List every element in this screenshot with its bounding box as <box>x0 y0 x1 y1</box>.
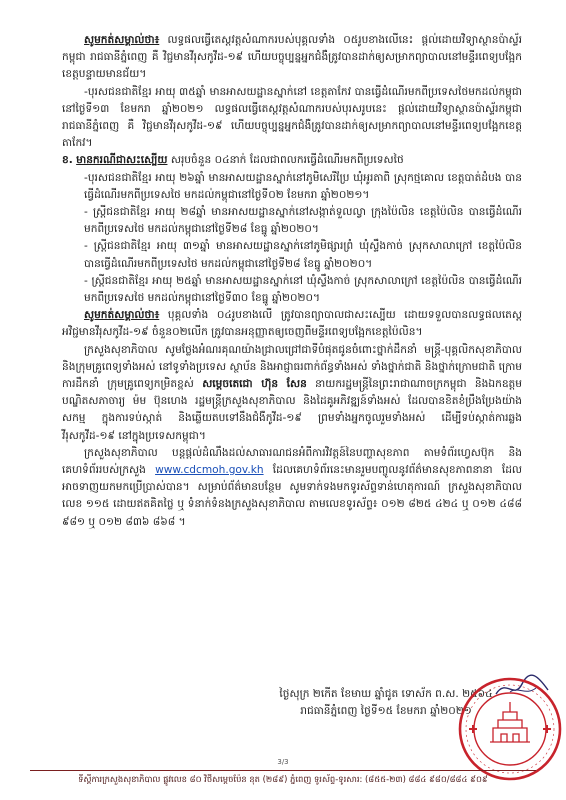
contact-paragraph <box>62 445 522 531</box>
lunar-date: ថ្ងៃសុក្រ ២កើត ខែមាឃ ឆ្នាំជូត ទោស័ក ព.ស. ២៥៦៤ <box>279 688 493 700</box>
note-text-2: បុគ្គលទាំង ០៤រូបខាងលើ ត្រូវបានព្យាបាលជាសះស្បើយ ដោយទទួលបានលទ្ធផលតេស្ត អវិជ្ជមានវីរុសកូវីដ-១៩ ចំនួន០២លើក ត្រូវបានអនុញ្ញាតឲ្យចេញពីមន្ទីរពេទ្យបង្អែកខេត្តប៉ៃលិន។ <box>62 309 522 339</box>
section-title: មានករណីជាសះស្បើយ <box>76 154 168 167</box>
section-rest: សរុបចំនួន ០៤នាក់ ដែលជាពលករធ្វើដំណើរមកពីប្រទេសថៃ <box>167 154 404 167</box>
recovered-case-4: - ស្ត្រីជនជាតិខ្មែរ អាយុ ២៥ឆ្នាំ មានអាសយដ្ឋានស្នាក់នៅ ឃុំស្ទឹងកាច់ ស្រុកសាលាក្រៅ ខេត្តប៉ៃលិន បានធ្វើដំណើរមកពីប្រទេសថៃ មកដល់កម្ពុជានៅថ្ងៃទី៣០ ខែធ្នូ ឆ្នាំ២០២០។ <box>84 274 522 305</box>
solar-date: រាជធានីភ្នំពេញ ថ្ងៃទី១៥ ខែមករា ឆ្នាំ២០២១ <box>300 705 472 717</box>
section-number: ខ. <box>62 154 73 167</box>
document-body <box>62 32 522 531</box>
note-paragraph-2 <box>62 307 522 341</box>
note-lead-1: សូមកត់សម្គាល់ថា៖ <box>84 34 160 46</box>
thanks-text-2: នាយករដ្ឋមន្ត្រីនៃព្រះរាជាណាចក្រកម្ពុជា និងឯកឧត្តមបណ្ឌិតសភាចារ្យ ម៉ម ប៊ុនហេង រដ្ឋមន្ត្រីក្រសួងសុខាភិបាល និងដៃគូអភិវឌ្ឍន៍ទាំងអស់ ដែលបានខិតខំប្រឹងប្រែងយ៉ាងសកម្ម ក្នុងការទប់ស្កាត់ និងឆ្លើយតបទៅនឹងជំងឺកូវីដ-១៩ ព្រមទាំងអ្នកចូលរួមទាំងអស់ ដើម្បីទប់ស្កាត់ការឆ្លងវីរុសកូវីដ-១៩ នៅក្នុងប្រទេសកម្ពុជា។ <box>62 378 522 442</box>
thanks-bold-name: សម្តេចតេជោ ហ៊ុន សែន <box>202 378 307 391</box>
footer-address: ទីស្តីការក្រសួងសុខាភិបាល ផ្លូវលេខ ៨០ វិថីសម្តេចប៉ែន នុត (២៨៩) ភ្នំពេញ ទូរស័ព្ទ-ទូរសារ: (៨៥៥-២៣) ៨៨៤ ៩៨០/៨៨៤ ៩០៩ <box>78 774 488 784</box>
case-paragraph: -បុរសជនជាតិខ្មែរ អាយុ ៣៥ឆ្នាំ មានអាសយដ្ឋានស្នាក់នៅ ខេត្តតាកែវ បានធ្វើដំណើរមកពីប្រទេសថៃមកដល់កម្ពុជានៅថ្ងៃទី១៣ ខែមករា ឆ្នាំ២០២១ លទ្ធផលធ្វើតេស្តវត្តសំណាករបស់បុរសរូបនេះ ផ្តល់ដោយវិទ្យាស្ថានប៉ាស្ទ័រកម្ពុជា រាជធានីភ្នំពេញ គឺ វិជ្ជមានវីរុសកូវីដ-១៩ ហើយបច្ចុប្បន្នអ្នកជំងឺត្រូវបានដាក់ឲ្យសម្រាកព្យាបាលនៅមន្ទីរពេទ្យបង្អែកខេត្តតាកែវ។ <box>62 85 522 150</box>
note-lead-2: សូមកត់សម្គាល់ថា៖ <box>84 309 160 322</box>
recovered-case-3: - ស្ត្រីជនជាតិខ្មែរ អាយុ ៣១ឆ្នាំ មានអាសយដ្ឋានស្នាក់នៅភូមិផ្សារព្រំ ឃុំស្ទឹងកាច់ ស្រុកសាលាក្រៅ ខេត្តប៉ៃលិន បានធ្វើដំណើរមកពីប្រទេសថៃ មកដល់កម្ពុជានៅថ្ងៃទី២៨ ខែធ្នូ ឆ្នាំ២០២០។ <box>84 240 522 270</box>
recovered-case-1: -បុរសជនជាតិខ្មែរ អាយុ ២៦ឆ្នាំ មានអាសយដ្ឋានស្នាក់នៅភូមិសេរីប្រែ ឃុំអូរតាពិ ស្រុកថ្មគោល ខេត្តបាត់ដំបង បានធ្វើដំណើរមកពីប្រទេសថៃ មកដល់កម្ពុជានៅថ្ងៃទី០២ ខែមករា ឆ្នាំ២០២១។ <box>84 171 522 201</box>
thanks-text-1: ក្រសួងសុខាភិបាល សូមថ្លែងអំណរគុណយ៉ាងជ្រាលជ្រៅជាទីបំផុតជូនចំពោះថ្នាក់ដឹកនាំ មន្ត្រី-បុគ្គលិកសុខាភិបាល និងក្រុមគ្រូពេទ្យទាំងអស់ នៅទូទាំងប្រទេស ស្ថាប័ន និងអាជ្ញាធរពាក់ព័ន្ធទាំងអស់ ទាំងថ្នាក់ជាតិ និងថ្នាក់ក្រោមជាតិ ក្រោមការដឹកនាំ ក្រុមគ្រូពេទ្យកម្រិតខ្ពស់ <box>62 343 522 391</box>
recovered-case-2: - ស្ត្រីជនជាតិខ្មែរ អាយុ ២៨ឆ្នាំ មានអាសយដ្ឋានស្នាក់នៅសង្កាត់ទួលល្វា ក្រុងប៉ៃលិន ខេត្តប៉ៃលិន បានធ្វើដំណើរមកពីប្រទេសថៃ មកដល់កម្ពុជានៅថ្ងៃទី២៨ ខែធ្នូ ឆ្នាំ២០២០។ <box>84 206 522 236</box>
page-number: 3/3 <box>277 758 289 766</box>
section-heading <box>62 152 522 169</box>
footer-divider <box>30 770 536 771</box>
note-text-1: លទ្ធផលធ្វើតេស្តវត្តសំណាករបស់បុគ្គលទាំង ០៥រូបខាងលើនេះ ផ្តល់ដោយវិទ្យាស្ថានប៉ាស្ទ័រកម្ពុជា រាជធានីភ្នំពេញ គឺ វិជ្ជមានវីរុសកូវីដ-១៩ ហើយបច្ចុប្បន្នអ្នកជំងឺត្រូវបានដាក់ឲ្យសម្រាកព្យាបាលនៅមន្ទីរពេទ្យបង្អែកខេត្តបន្ទាយមានជ័យ។ <box>62 34 522 81</box>
thanks-paragraph <box>62 342 522 445</box>
website-link[interactable]: www.cdcmoh.gov.kh <box>155 464 264 477</box>
contact-text-2: ដែលគេហទំព័រនេះមានរួមបញ្ចូលនូវព័ត៌មានសុខភាពនានា ដែលអាចទាញយកមកប្រើប្រាស់បាន។ សម្រាប់ព័ត៌មានបន្ថែម សូមទាក់ទងមកទូរស័ព្ទទាន់ហេតុការណ៍ ក្រសួងសុខាភិបាល លេខ ១១៥ ដោយឥតគិតថ្លៃ ឬ ទំនាក់ទំនងក្រសួងសុខាភិបាល តាមលេខទូរស័ព្ទ៖ ០១២ ៨២៥ ៤២៤ ឬ ០១២ ៤៨៨ ៩៨១ ឬ ០១២ ៨៣៦ ៨៦៨ ។ <box>62 464 523 528</box>
ministry-seal-icon <box>457 676 563 782</box>
note-paragraph-1 <box>62 32 522 84</box>
contact-text-1: ក្រសួងសុខាភិបាល បន្តផ្តល់ដំណឹងដល់សាធារណជនអំពីការវិវត្តន៍នៃបញ្ហាសុខភាព តាមទំព័រហ្វេសប៊ុក និងគេហទំព័ររបស់ក្រសួង <box>62 446 522 477</box>
